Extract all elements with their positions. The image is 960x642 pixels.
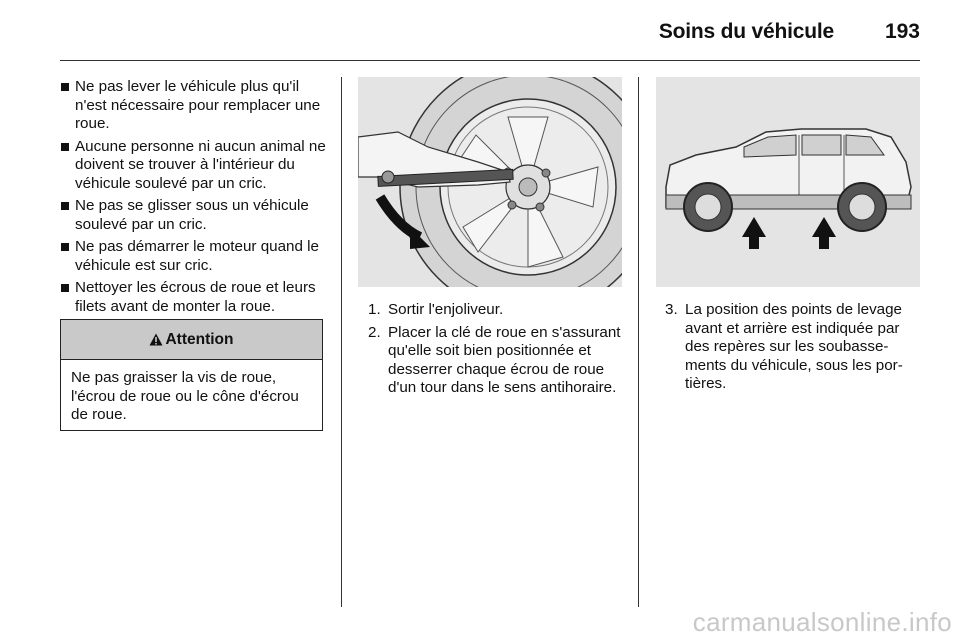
bullet-square-icon [61,243,69,251]
car-side-drawing [656,77,920,287]
column-divider-left [341,77,342,607]
attention-header [61,320,322,360]
page-number: 193 [884,20,920,43]
wheel-wrench-illustration [358,77,622,287]
bullet-square-icon [61,143,69,151]
warning-triangle-icon [149,333,163,346]
column-divider-right [638,77,639,607]
bullet-square-icon [61,83,69,91]
list-item: 1. Sortir l'enjoliveur. [368,301,504,318]
attention-box [60,319,323,431]
list-item: Aucune personne ni aucun animal ne doivent se trouver à l'intérieur du véhicule soulevé par un cric. [60,138,330,194]
bullet-square-icon [61,284,69,292]
list-item: Ne pas démarrer le moteur quand le véhicule est sur cric. [60,238,330,275]
watermark: carmanualsonline.info [692,607,952,637]
car-jack-points-illustration [656,77,920,287]
list-item: Ne pas se glisser sous un véhicule soulevé par un cric. [60,197,330,234]
bullet-square-icon [61,202,69,210]
list-item: Nettoyer les écrous de roue et leurs filets avant de monter la roue. [60,279,330,316]
steps-list-middle [368,301,626,402]
page-title: Soins du véhicule [658,20,834,43]
list-item: 3. La position des points de levage avant et arrière est indiquée par des repères sur les soubasse-ments du véhicule, sous les por-tières. [665,301,903,392]
wheel-wrench-drawing [358,77,622,287]
safety-bullet-list [60,78,330,320]
attention-text: Ne pas graisser la vis de roue, l'écrou de roue ou le cône d'écrou de roue. [71,369,299,423]
list-item: 2. Placer la clé de roue en s'assurant qu'elle soit bien positionnée et desserrer chaque écrou de roue d'un tour dans le sens antihoraire. [368,323,621,396]
attention-title: Attention [165,330,234,348]
list-item: Ne pas lever le véhicule plus qu'il n'est nécessaire pour remplacer une roue. [60,78,330,134]
steps-list-right [665,301,915,398]
header-divider [60,60,920,61]
